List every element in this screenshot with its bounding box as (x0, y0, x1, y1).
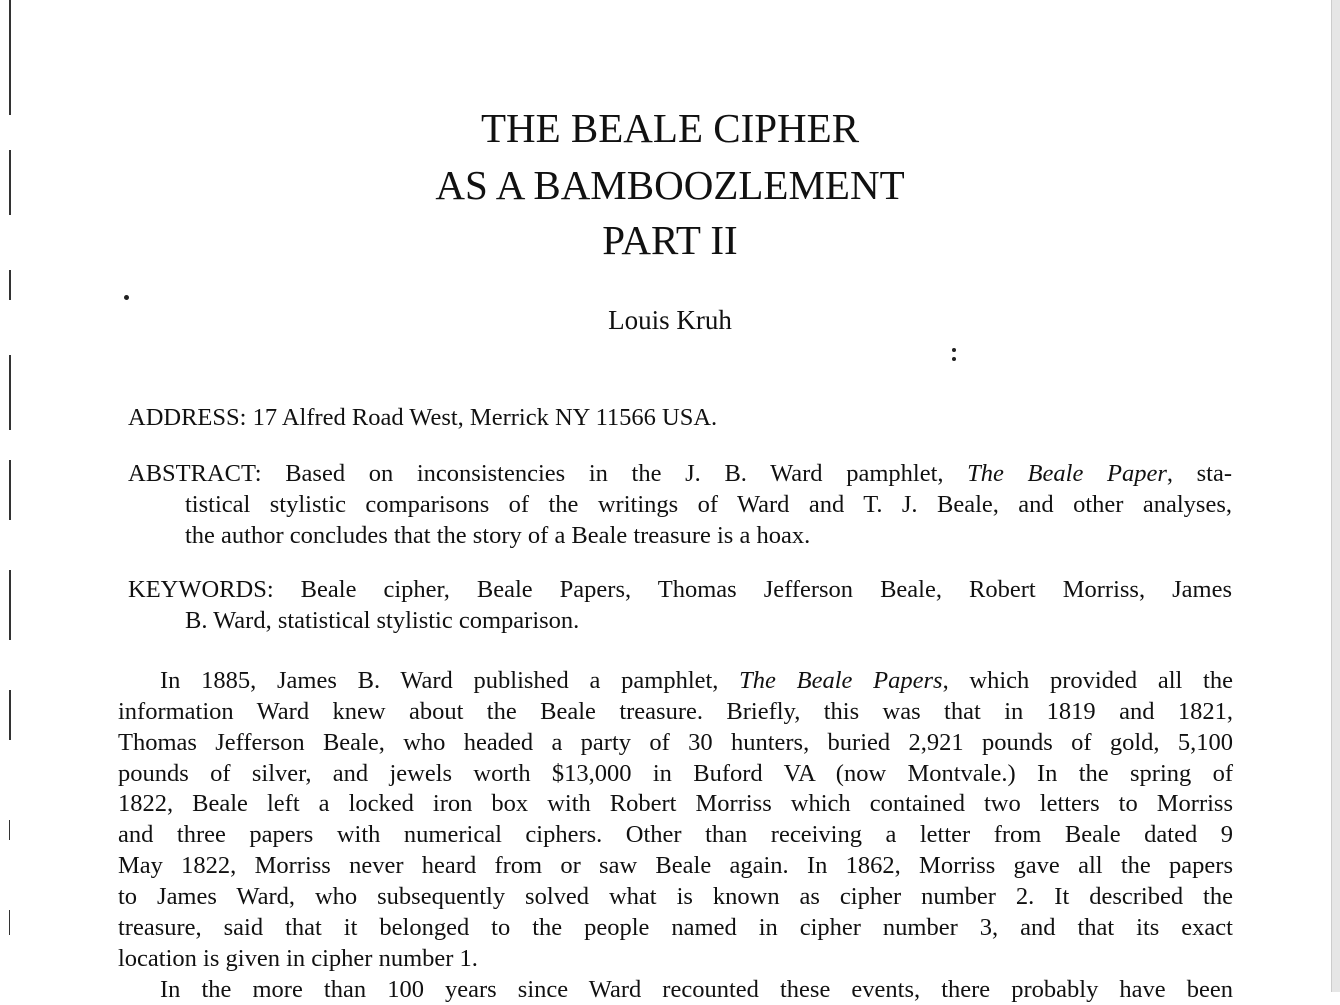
title-line-3: PART II (602, 217, 738, 263)
body-line: Thomas Jefferson Beale, who headed a party of 30 hunters, buried 2,921 pounds of gold, 5,100 (118, 729, 1233, 756)
address: ADDRESS: 17 Alfred Road West, Merrick NY 11566 USA. (128, 404, 718, 431)
scan-speck (124, 295, 129, 300)
scan-margin-mark (9, 460, 11, 520)
abstract-line: the author concludes that the story of a Beale treasure is a hoax. (185, 522, 811, 549)
abstract-text: , sta- (1166, 460, 1233, 487)
body-line: location is given in cipher number 1. (118, 945, 478, 972)
body-text: , which provided all the (942, 667, 1233, 694)
scan-margin-mark (9, 820, 10, 840)
scan-margin-mark (9, 355, 11, 430)
scan-margin-mark (9, 570, 11, 640)
author: Louis Kruh (608, 305, 732, 335)
body-text: In 1885, James B. Ward published a pamphlet, (160, 667, 740, 694)
abstract-line: tistical stylistic comparisons of the writings of Ward and T. J. Beale, and other analyses, (185, 491, 1232, 518)
body-line: treasure, said that it belonged to the people named in cipher number 3, and that its exact (118, 914, 1233, 941)
body-line: pounds of silver, and jewels worth $13,000 in Buford VA (now Montvale.) In the spring of (118, 760, 1233, 787)
scrollbar[interactable] (1331, 0, 1340, 992)
body-line (160, 666, 1233, 696)
scan-margin-mark (9, 0, 11, 115)
abstract-line (128, 459, 1232, 489)
body-title: The Beale Papers (739, 667, 943, 694)
abstract-title: The Beale Paper (967, 460, 1167, 487)
keywords-line: KEYWORDS: Beale cipher, Beale Papers, Thomas Jefferson Beale, Robert Morriss, James (128, 576, 1232, 603)
abstract-text: ABSTRACT: Based on inconsistencies in the J. B. Ward pamphlet, (128, 460, 968, 487)
scan-margin-mark (9, 270, 11, 300)
body-line: and three papers with numerical ciphers. Other than receiving a letter from Beale dated 9 (118, 821, 1233, 848)
scan-speck (952, 348, 956, 352)
title-line-2: AS A BAMBOOZLEMENT (435, 162, 905, 208)
keywords-line: B. Ward, statistical stylistic comparison. (185, 607, 580, 634)
scan-speck (952, 357, 956, 361)
scan-margin-mark (9, 910, 10, 935)
body-line: 1822, Beale left a locked iron box with Robert Morriss which contained two letters to Morriss (118, 790, 1233, 817)
body-line: information Ward knew about the Beale treasure. Briefly, this was that in 1819 and 1821, (118, 698, 1233, 725)
scan-margin-mark (9, 690, 11, 740)
body-line: to James Ward, who subsequently solved what is known as cipher number 2. It described the (118, 883, 1233, 910)
body-line: May 1822, Morriss never heard from or saw Beale again. In 1862, Morriss gave all the papers (118, 852, 1233, 879)
title-line-1: THE BEALE CIPHER (480, 105, 860, 151)
body-line: In the more than 100 years since Ward recounted these events, there probably have been (160, 976, 1233, 1003)
